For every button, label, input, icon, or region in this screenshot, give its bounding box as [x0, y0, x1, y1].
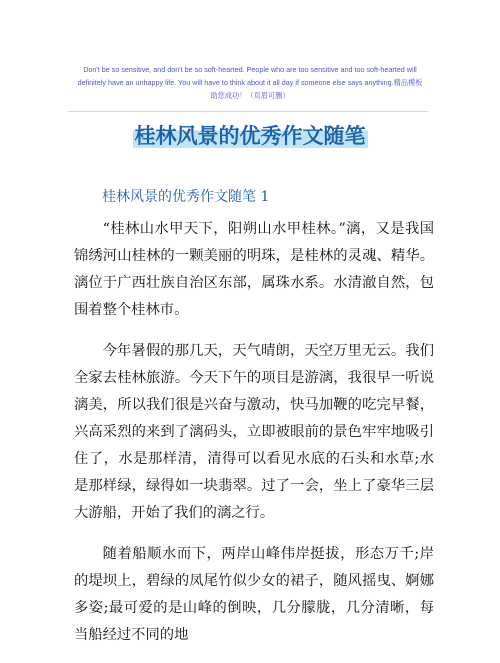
document-body	[74, 216, 434, 663]
document-title: 桂林风景的优秀作文随笔	[134, 123, 366, 148]
section-subtitle: 桂林风景的优秀作文随笔 1	[102, 189, 270, 205]
header-note-line-1: Don't be so sensitive, and don't be so soft-hearted. People who are too sensitive and too soft-hearted will	[83, 65, 417, 74]
header-note-line-2: definitely have an unhappy life. You will have to think about it all day if someone else says anything.精品模板	[77, 78, 423, 87]
paragraph-1: “桂林山水甲天下，阳朔山水甲桂林。”漓，又是我国锦绣河山桂林的一颗美丽的明珠，是桂林的灵魂、精华。漓位于广西壮族自治区东部，属珠水系。水清澈自然，包围着整个桂林市。	[74, 221, 434, 318]
header-note-line-3: 助您成功！（页眉可删）	[210, 91, 290, 100]
header-note	[70, 63, 430, 102]
paragraph-3: 随着船顺水而下，两岸山峰伟岸挺拔，形态万千;岸的堤坝上，碧绿的凤尾竹似少女的裙子，随风摇曳、婀娜多姿;最可爱的是山峰的倒映，几分朦胧，几分清晰，每当船经过不同的地	[74, 546, 434, 643]
header-divider	[68, 111, 428, 112]
paragraph-2: 今年暑假的那几天，天气晴朗，天空万里无云。我们全家去桂林旅游。今天下午的项目是游漓，我很早一听说漓美，所以我们很是兴奋与激动，快马加鞭的吃完早餐，兴高采烈的来到了漓码头，立即被眼前的景色牢牢地吸引住了，水是那样清，清得可以看见水底的石头和水草;水是那样绿，绿得如一块翡翠。过了一会，坐上了豪华三层大游船，开始了我们的漓之行。	[74, 343, 434, 521]
document-title-wrap	[0, 120, 500, 150]
